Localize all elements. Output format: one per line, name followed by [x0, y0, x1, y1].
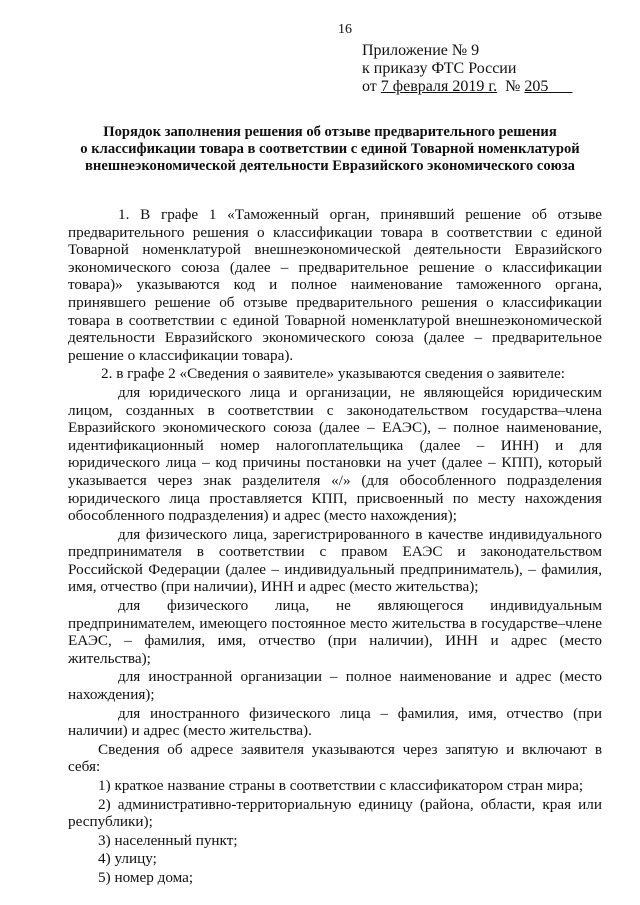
appendix-order: к приказу ФТС России	[362, 60, 517, 77]
paragraph-1: 1. В графе 1 «Таможенный орган, принявший решение об отзыве предварительного решения о классификации товара в соответствии с единой Товарной номенклатурой внешнеэкономической деятельности Евразийского экономического союза (далее – предварительное решение о классификации товара)» указываются код и полное наименование таможенного органа, принявшего решение об отзыве предварительного решения о классификации товара в соответствии с единой Товарной номенклатурой внешнеэкономической деятельности Евразийского экономического союза (далее – предварительное решение о классификации товара).	[68, 206, 602, 364]
number-prefix: №	[497, 78, 525, 95]
order-number: 205	[524, 78, 549, 95]
appendix-date-line	[362, 78, 572, 96]
list-item-country: 1) краткое название страны в соответствии с классификатором стран мира;	[98, 777, 584, 794]
paragraph-entrepreneur: для физического лица, зарегистрированного в качестве индивидуального предпринимателя в соответствии с правом ЕАЭС и законодательством Российской Федерации (далее – индивидуальный предприниматель), – фамилия, имя, отчество (при наличии), ИНН и адрес (место жительства);	[68, 525, 602, 596]
paragraph-legal-entity: для юридического лица и организации, не являющейся юридическим лицом, созданных в соответствии с законодательством государства–члена Евразийского экономического союза (далее – ЕАЭС), – полное наименование, идентификационный номер налогоплательщика (далее – ИНН) и для юридического лица – код причины постановки на учет (далее – КПП), который указывается через знак разделителя «/» (для обособленного подразделения юридического лица проставляется КПП, присвоенный по месту нахождения обособленного подразделения) и адрес (место нахождения);	[68, 383, 602, 525]
paragraph-foreign-org: для иностранной организации – полное наименование и адрес (место нахождения);	[68, 668, 602, 704]
paragraph-foreign-person: для иностранного физического лица – фамилия, имя, отчество (при наличии) и адрес (место жительства).	[68, 704, 602, 740]
paragraph-2: 2. в графе 2 «Сведения о заявителе» указываются сведения о заявителе:	[101, 365, 565, 383]
list-item-locality: 3) населенный пункт;	[98, 831, 238, 849]
title-line-2: о классификации товара в соответствии с единой Товарной номенклатурой	[80, 141, 580, 157]
appendix-label: Приложение № 9	[362, 42, 480, 59]
document-body	[68, 206, 602, 887]
title-line-1: Порядок заполнения решения об отзыве предварительного решения	[103, 124, 557, 140]
list-item-house: 5) номер дома;	[98, 868, 194, 886]
paragraph-address-info: Сведения об адресе заявителя указываются через запятую и включают в себя:	[68, 740, 602, 776]
date-prefix: от	[362, 78, 381, 95]
title-line-3: внешнеэкономической деятельности Евразийского экономического союза	[85, 158, 575, 174]
list-item-region: 2) административно-территориальную единицу (района, области, края или республики);	[68, 795, 602, 831]
list-item-street: 4) улицу;	[98, 850, 157, 868]
document-title	[40, 124, 620, 175]
page-number: 16	[338, 22, 352, 37]
appendix-header	[362, 42, 572, 96]
order-number-underline	[548, 78, 572, 95]
order-date: 7 февраля 2019 г.	[380, 78, 498, 95]
paragraph-individual: для физического лица, не являющегося индивидуальным предпринимателем, имеющего постоянное место жительства в государстве–члене ЕАЭС, – фамилия, имя, отчество (при наличии), ИНН и адрес (место жительства);	[68, 597, 602, 667]
